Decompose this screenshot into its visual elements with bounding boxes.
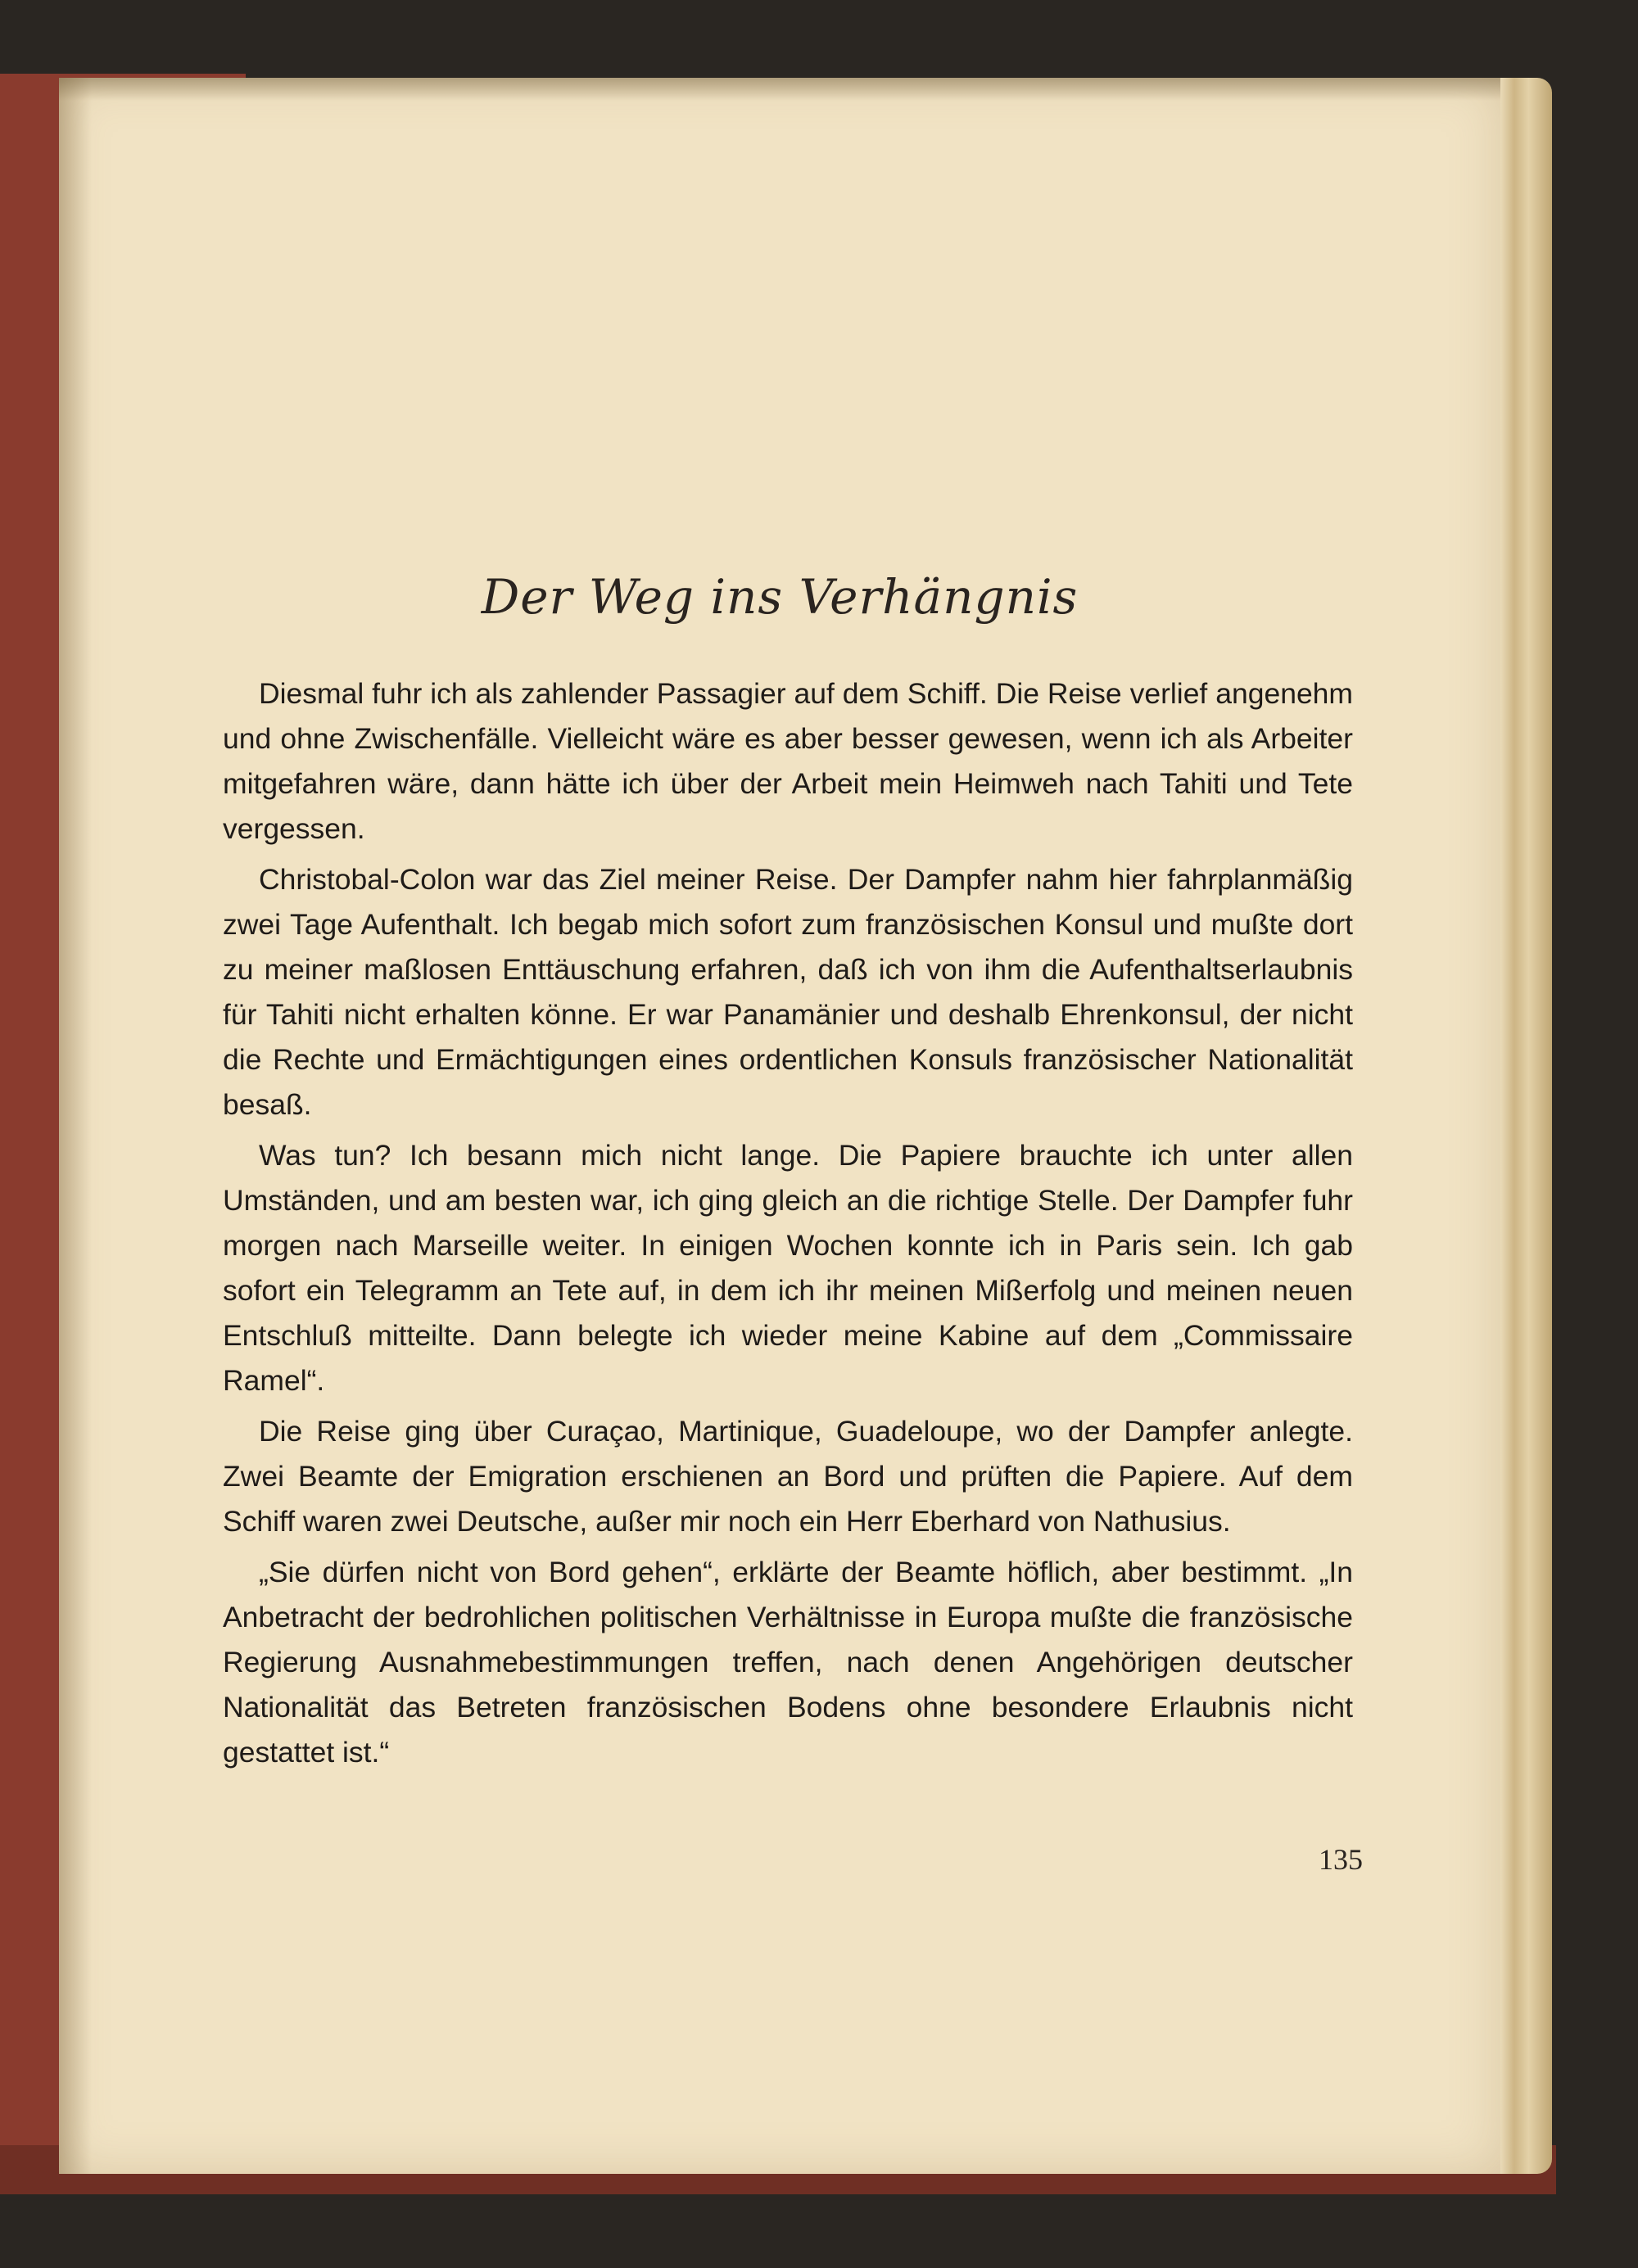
paragraph-1: Diesmal fuhr ich als zahlender Passagier auf dem Schiff. Die Reise verlief angenehm und ohne Zwischenfälle. Vielleicht wäre es aber besser gewesen, wenn ich als Arbeiter mitgefahren wäre, dann hätte ich über der Arbeit mein Heimweh nach Tahiti und Tete vergessen.: [223, 677, 1353, 845]
chapter-title: Der Weg ins Verhängnis: [481, 569, 1079, 625]
paragraph-3: Was tun? Ich besann mich nicht lange. Die Papiere brauchte ich unter allen Umständen, und am besten war, ich ging gleich an die richtige Stelle. Der Dampfer fuhr morgen nach Marseille weiter. In einigen Wochen konnte ich in Paris sein. Ich gab sofort ein Telegramm an Tete auf, in dem ich ihr meinen Mißerfolg und meinen neuen Entschluß mitteilte. Dann belegte ich wieder meine Kabine auf dem „Commissaire Ramel“.: [223, 1139, 1353, 1397]
gutter-shadow: [59, 78, 92, 2174]
body-text: [223, 671, 1353, 1781]
book-page: [59, 78, 1500, 2174]
page-number: 135: [1319, 1843, 1363, 1876]
paragraph-4: Die Reise ging über Curaçao, Martinique, Guadeloupe, wo der Dampfer anlegte. Zwei Beamte der Emigration erschienen an Bord und prüften die Papiere. Auf dem Schiff waren zwei Deutsche, außer mir noch ein Herr Eberhard von Nathusius.: [223, 1415, 1353, 1538]
paragraph-5: „Sie dürfen nicht von Bord gehen“, erklärte der Beamte höflich, aber bestimmt. „In Anbetracht der bedrohlichen politischen Verhältnisse in Europa mußte die französische Regierung Ausnahmebestimmungen treffen, nach denen Angehörigen deutscher Nationalität das Betreten französischen Bodens ohne besondere Erlaubnis nicht gestattet ist.“: [223, 1556, 1353, 1769]
top-shadow: [59, 78, 1500, 101]
paragraph-2: Christobal-Colon war das Ziel meiner Reise. Der Dampfer nahm hier fahrplanmäßig zwei Tage Aufenthalt. Ich begab mich sofort zum französischen Konsul und mußte dort zu meiner maßlosen Enttäuschung erfahren, daß ich von ihm die Aufenthaltserlaubnis für Tahiti nicht erhalten könne. Er war Panamänier und deshalb Ehrenkonsul, der nicht die Rechte und Ermächtigungen eines ordentlichen Konsuls französischer Nationalität besaß.: [223, 863, 1353, 1121]
